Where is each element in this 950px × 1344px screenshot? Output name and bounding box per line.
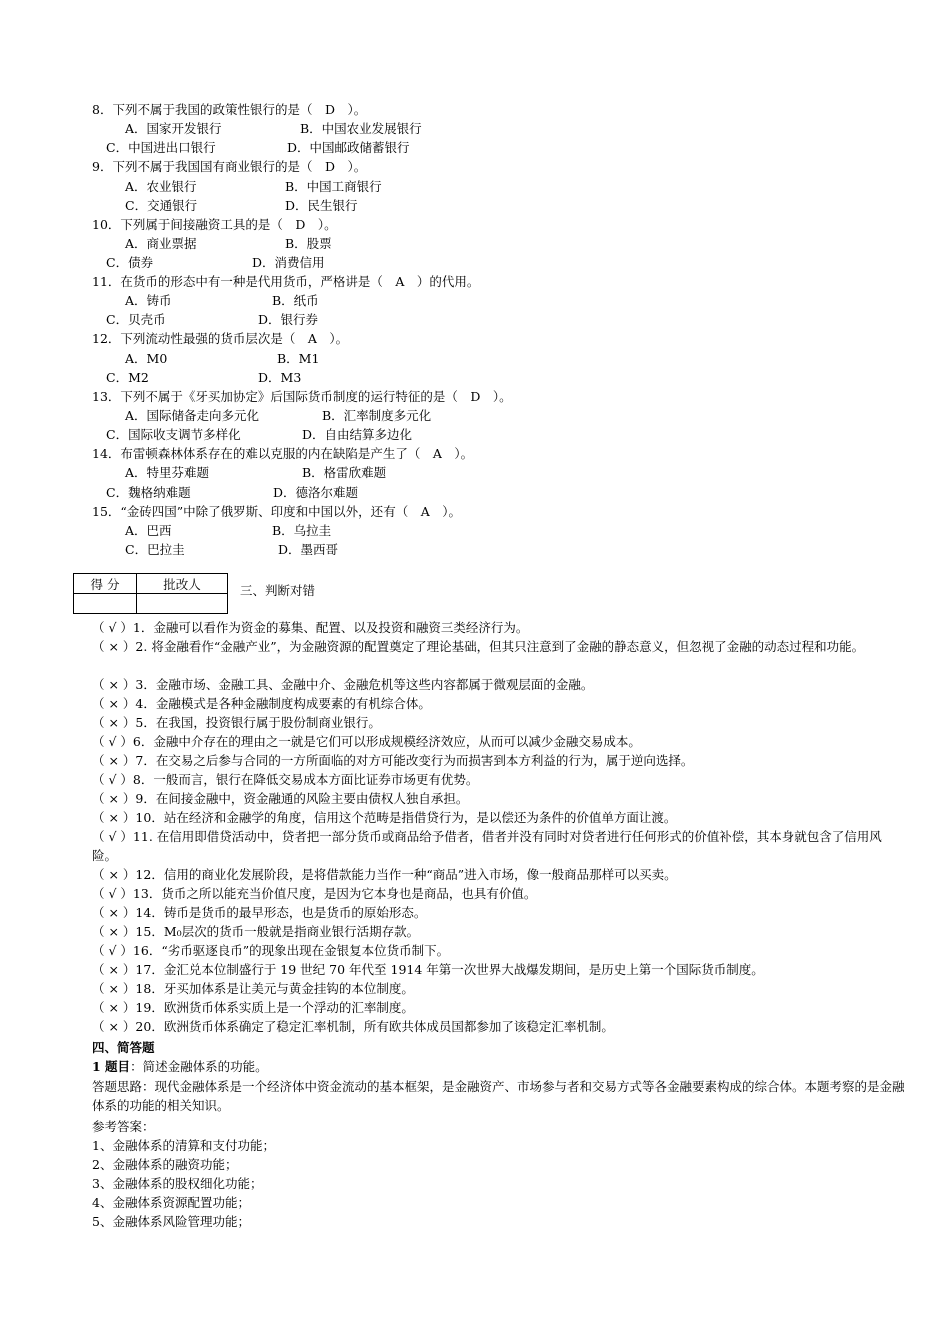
question-15-stem: 15．“金砖四国”中除了俄罗斯、印度和中国以外，还有（ A ）。: [92, 504, 461, 519]
tf-item: （ × ）19．欧洲货币体系实质上是一个浮动的汇率制度。: [92, 1000, 414, 1015]
option: C．贝壳币: [106, 312, 166, 327]
option: B．汇率制度多元化: [322, 408, 432, 423]
question-14-stem: 14．布雷顿森林体系存在的难以克服的内在缺陷是产生了（ A ）。: [92, 446, 474, 461]
score-cell: [74, 594, 137, 614]
option: D．德洛尔难题: [273, 485, 359, 500]
option: A．农业银行: [125, 179, 197, 194]
option: C．M2: [106, 370, 149, 385]
question-8-stem: 8．下列不属于我国的政策性银行的是（ D ）。: [92, 102, 367, 117]
option: D．银行券: [258, 312, 319, 327]
reviewer-cell: [137, 594, 228, 614]
question-text: ：简述金融体系的功能。: [130, 1059, 268, 1074]
section-3-title: 三、判断对错: [240, 583, 316, 598]
option: A．铸币: [125, 293, 172, 308]
tf-item: （ × ）5．在我国，投资银行属于股份制商业银行。: [92, 715, 381, 730]
option: A．商业票据: [125, 236, 197, 251]
reference-answer-label: 参考答案：: [92, 1119, 155, 1134]
option: D．消费信用: [252, 255, 325, 270]
option: C．中国进出口银行: [106, 140, 216, 155]
option: A．M0: [125, 351, 168, 366]
reviewer-header: 批改人: [137, 574, 228, 594]
tf-item: （ √ ）11. 在信用即借贷活动中，贷者把一部分货币或商品给予借者，借者并没有同时对贷者进行任何形式的价值补偿，其本身就包含了信用风险。: [92, 829, 882, 863]
tf-item: （ × ）9．在间接金融中，资金融通的风险主要由债权人独自承担。: [92, 791, 469, 806]
option: C．魏格纳难题: [106, 485, 191, 500]
tf-item: （ √ ）6．金融中介存在的理由之一就是它们可以形成规模经济效应，从而可以减少金融交易成本。: [92, 734, 641, 749]
question-label: 1 题目: [92, 1059, 131, 1074]
option: B．纸币: [272, 293, 319, 308]
tf-item: （ × ）14．铸币是货币的最早形态，也是货币的原始形态。: [92, 905, 427, 920]
tf-item: （ × ）2. 将金融看作“金融产业”，为金融资源的配置奠定了理论基础，但其只注意到了金融的静态意义，但忽视了金融的动态过程和功能。: [92, 639, 865, 654]
tf-item: （ √ ）8．一般而言，银行在降低交易成本方面比证券市场更有优势。: [92, 772, 479, 787]
option: C．债券: [106, 255, 154, 270]
tf-item: （ × ）18．牙买加体系是让美元与黄金挂钩的本位制度。: [92, 981, 414, 996]
short-answer-question: [92, 1058, 268, 1075]
answer-approach: 答题思路：现代金融体系是一个经济体中资金流动的基本框架，是金融资产、市场参与者和交易方式等各金融要素构成的综合体。本题考察的是金融体系的功能的相关知识。: [92, 1079, 905, 1113]
option: A．国际储备走向多元化: [125, 408, 260, 423]
tf-item: （ × ）3．金融市场、金融工具、金融中介、金融危机等这些内容都属于微观层面的金融。: [92, 677, 594, 692]
answer-item: 3、金融体系的股权细化功能；: [92, 1176, 263, 1191]
tf-item: （ × ）7．在交易之后参与合同的一方所面临的对方可能改变行为而损害到本方利益的行为，属于逆向选择。: [92, 753, 694, 768]
option: D．墨西哥: [278, 542, 339, 557]
option: B．股票: [285, 236, 332, 251]
answer-item: 5、金融体系风险管理功能；: [92, 1214, 250, 1229]
tf-item: （ √ ）13．货币之所以能充当价值尺度，是因为它本身也是商品，也具有价值。: [92, 886, 537, 901]
option: B．中国工商银行: [285, 179, 382, 194]
option: C．巴拉圭: [125, 542, 185, 557]
option: B．M1: [277, 351, 320, 366]
option: D．M3: [258, 370, 302, 385]
question-9-stem: 9．下列不属于我国国有商业银行的是（ D ）。: [92, 159, 367, 174]
option: B．乌拉圭: [272, 523, 332, 538]
tf-item: （ × ）4．金融模式是各种金融制度构成要素的有机综合体。: [92, 696, 431, 711]
tf-item: （ × ）10．站在经济和金融学的角度，信用这个范畴是指借贷行为，是以偿还为条件的价值单方面让渡。: [92, 810, 677, 825]
tf-item: （ √ ）1．金融可以看作为资金的募集、配置、以及投资和融资三类经济行为。: [92, 620, 529, 635]
option: D．自由结算多边化: [302, 427, 413, 442]
question-13-stem: 13．下列不属于《牙买加协定》后国际货币制度的运行特征的是（ D ）。: [92, 389, 512, 404]
score-table: [73, 573, 228, 614]
tf-item: （ × ）17．金汇兑本位制盛行于 19 世纪 70 年代至 1914 年第一次世界大战爆发期间，是历史上第一个国际货币制度。: [92, 962, 764, 977]
option: A．国家开发银行: [125, 121, 222, 136]
option: B．格雷欣难题: [302, 465, 387, 480]
question-10-stem: 10．下列属于间接融资工具的是（ D ）。: [92, 217, 337, 232]
question-12-stem: 12．下列流动性最强的货币层次是（ A ）。: [92, 331, 349, 346]
option: A．巴西: [125, 523, 172, 538]
option: C．国际收支调节多样化: [106, 427, 241, 442]
answer-item: 4、金融体系资源配置功能；: [92, 1195, 250, 1210]
option: D．民生银行: [285, 198, 358, 213]
answer-item: 1、金融体系的清算和支付功能；: [92, 1138, 275, 1153]
option: C．交通银行: [125, 198, 198, 213]
section-4-title: 四、简答题: [92, 1040, 155, 1055]
tf-item: （ × ）20．欧洲货币体系确定了稳定汇率机制，所有欧共体成员国都参加了该稳定汇率机制。: [92, 1019, 614, 1034]
tf-item: （ × ）12．信用的商业化发展阶段，是将借款能力当作一种“商品”进入市场，像一般商品那样可以买卖。: [92, 867, 677, 882]
option: A．特里芬难题: [125, 465, 210, 480]
question-11-stem: 11．在货币的形态中有一种是代用货币，严格讲是（ A ）的代用。: [92, 274, 480, 289]
tf-item: （ √ ）16．“劣币驱逐良币”的现象出现在金银复本位货币制下。: [92, 943, 450, 958]
answer-item: 2、金融体系的融资功能；: [92, 1157, 238, 1172]
tf-item: （ × ）15．M₀层次的货币一般就是指商业银行活期存款。: [92, 924, 420, 939]
option: D．中国邮政储蓄银行: [287, 140, 410, 155]
score-header: 得 分: [74, 574, 137, 594]
option: B．中国农业发展银行: [300, 121, 422, 136]
